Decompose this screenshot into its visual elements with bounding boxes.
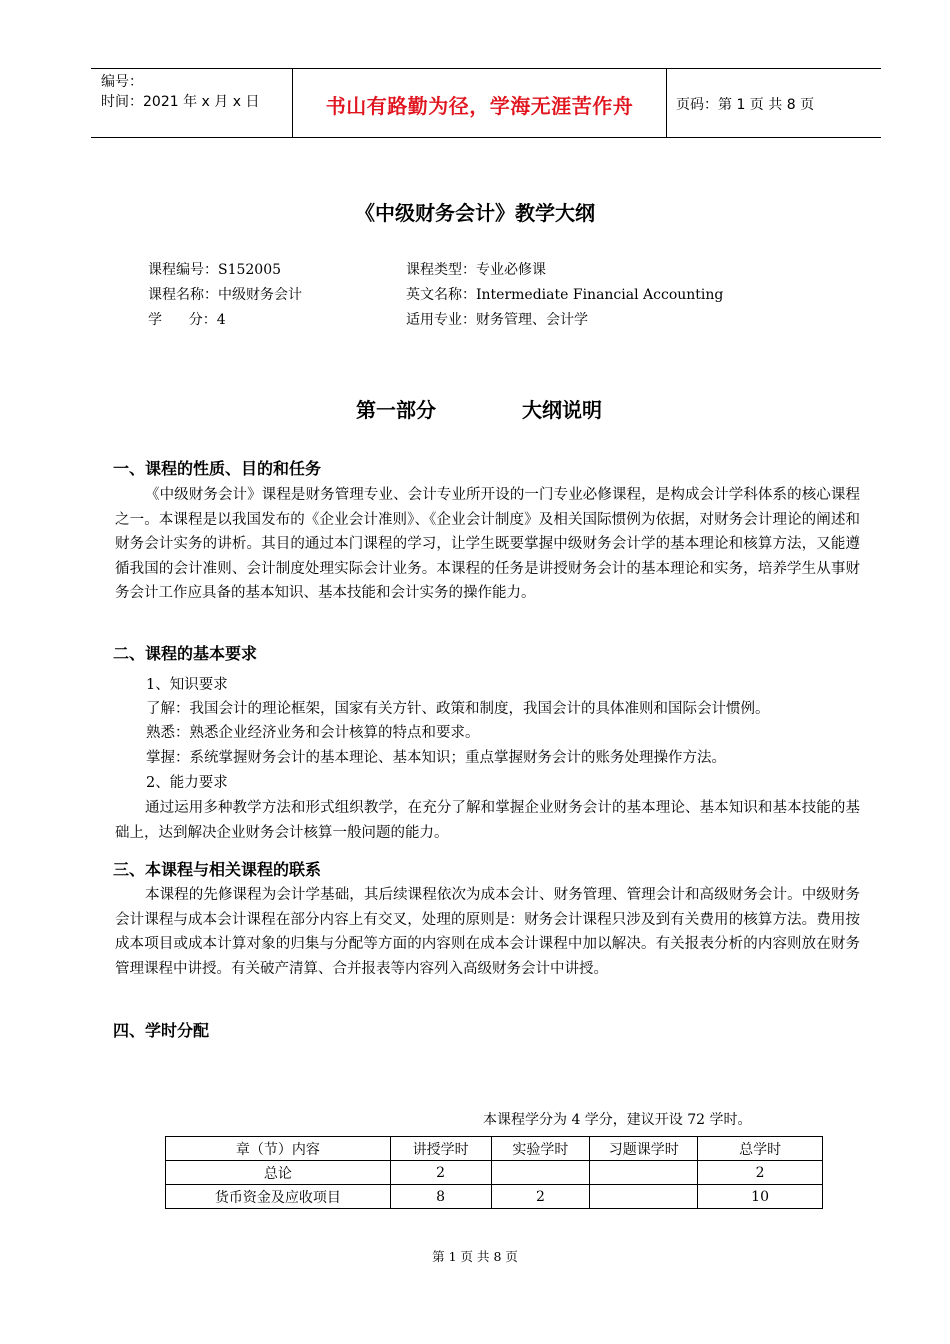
credits-note: 本课程学分为 4 学分，建议开设 72 学时。: [483, 1112, 752, 1128]
table-cell: [590, 1161, 698, 1185]
table-header-cell: 讲授学时: [390, 1137, 491, 1161]
subsection-label: 1、知识要求: [146, 677, 228, 693]
header-meta: [101, 72, 259, 112]
table-cell: 2: [390, 1161, 491, 1185]
table-cell: [491, 1161, 590, 1185]
requirement-master: 掌握：系统掌握财务会计的基本理论、基本知识；重点掌握财务会计的账务处理操作方法。: [146, 750, 726, 766]
table-header-row: [166, 1137, 823, 1161]
section-heading: 四、学时分配: [113, 1021, 210, 1040]
section-body: 通过运用多种教学方法和形式组织教学，在充分了解和掌握企业财务会计的基本理论、基本知识和基本技能的基础上，达到解决企业财务会计核算一般问题的能力。: [115, 800, 860, 841]
part-label: 第一部分: [356, 398, 436, 422]
table-cell: 总论: [166, 1161, 391, 1185]
section-body: 本课程的先修课程为会计学基础，其后续课程依次为成本会计、财务管理、管理会计和高级财务会计。中级财务会计课程与成本会计课程在部分内容上有交叉，处理的原则是：财务会计课程只涉及到有关费用的核算方法。费用按成本项目或成本计算对象的归集与分配等方面的内容则在成本会计课程中加以解决。有关报表分析的内容则放在财务管理课程中讲授。有关破产清算、合并报表等内容列入高级财务会计中讲授。: [115, 887, 860, 977]
hours-table: [165, 1136, 823, 1209]
table-cell: 2: [698, 1161, 823, 1185]
course-name: 课程名称：中级财务会计: [148, 287, 302, 303]
section-heading: 三、本课程与相关课程的联系: [113, 860, 322, 879]
page-footer: 第 1 页 共 8 页: [432, 1249, 518, 1264]
course-english-name: 英文名称：Intermediate Financial Accounting: [406, 287, 724, 303]
document-title: 《中级财务会计》教学大纲: [355, 201, 595, 225]
table-cell: 8: [390, 1185, 491, 1209]
page-header: [91, 68, 881, 138]
section-body: 《中级财务会计》课程是财务管理专业、会计专业所开设的一门专业必修课程，是构成会计学科体系的核心课程之一。本课程是以我国发布的《企业会计准则》、《企业会计制度》及相关国际惯例为依据，对财务会计理论的阐述和财务会计实务的讲析。其目的通过本门课程的学习，让学生既要掌握中级财务会计学的基本理论和核算方法，又能遵循我国的会计准则、会计制度处理实际会计业务。本课程的任务是讲授财务会计的基本理论和实务，培养学生从事财务会计工作应具备的基本知识、基本技能和会计实务的操作能力。: [115, 487, 860, 601]
table-cell: 10: [698, 1185, 823, 1209]
requirement-familiar: 熟悉：熟悉企业经济业务和会计核算的特点和要求。: [146, 725, 480, 741]
header-time: 时间：2021 年 x 月 x 日: [101, 94, 260, 110]
header-divider: [666, 69, 667, 137]
part-title: 大纲说明: [522, 398, 602, 422]
table-header-cell: 习题课学时: [590, 1137, 698, 1161]
header-page-info: 页码：第 1 页 共 8 页: [676, 97, 815, 113]
course-credits: 学 分：4: [148, 312, 226, 328]
requirement-understand: 了解：我国会计的理论框架，国家有关方针、政策和制度，我国会计的具体准则和国际会计惯例。: [146, 701, 770, 717]
table-cell: 2: [491, 1185, 590, 1209]
section-heading: 二、课程的基本要求: [113, 644, 258, 663]
course-major: 适用专业：财务管理、会计学: [406, 312, 588, 328]
table-row: [166, 1185, 823, 1209]
subsection-label: 2、能力要求: [146, 775, 228, 791]
table-header-cell: 总学时: [698, 1137, 823, 1161]
table-cell: 货币资金及应收项目: [166, 1185, 391, 1209]
table-cell: [590, 1185, 698, 1209]
table-header-cell: 实验学时: [491, 1137, 590, 1161]
section-heading: 一、课程的性质、目的和任务: [113, 459, 322, 478]
course-type: 课程类型：专业必修课: [406, 262, 546, 278]
table-row: [166, 1161, 823, 1185]
course-code: 课程编号：S152005: [148, 262, 282, 278]
header-motto: 书山有路勤为径，学海无涯苦作舟: [325, 94, 634, 118]
table-header-cell: 章（节）内容: [166, 1137, 391, 1161]
header-code-label: 编号：: [101, 74, 143, 90]
